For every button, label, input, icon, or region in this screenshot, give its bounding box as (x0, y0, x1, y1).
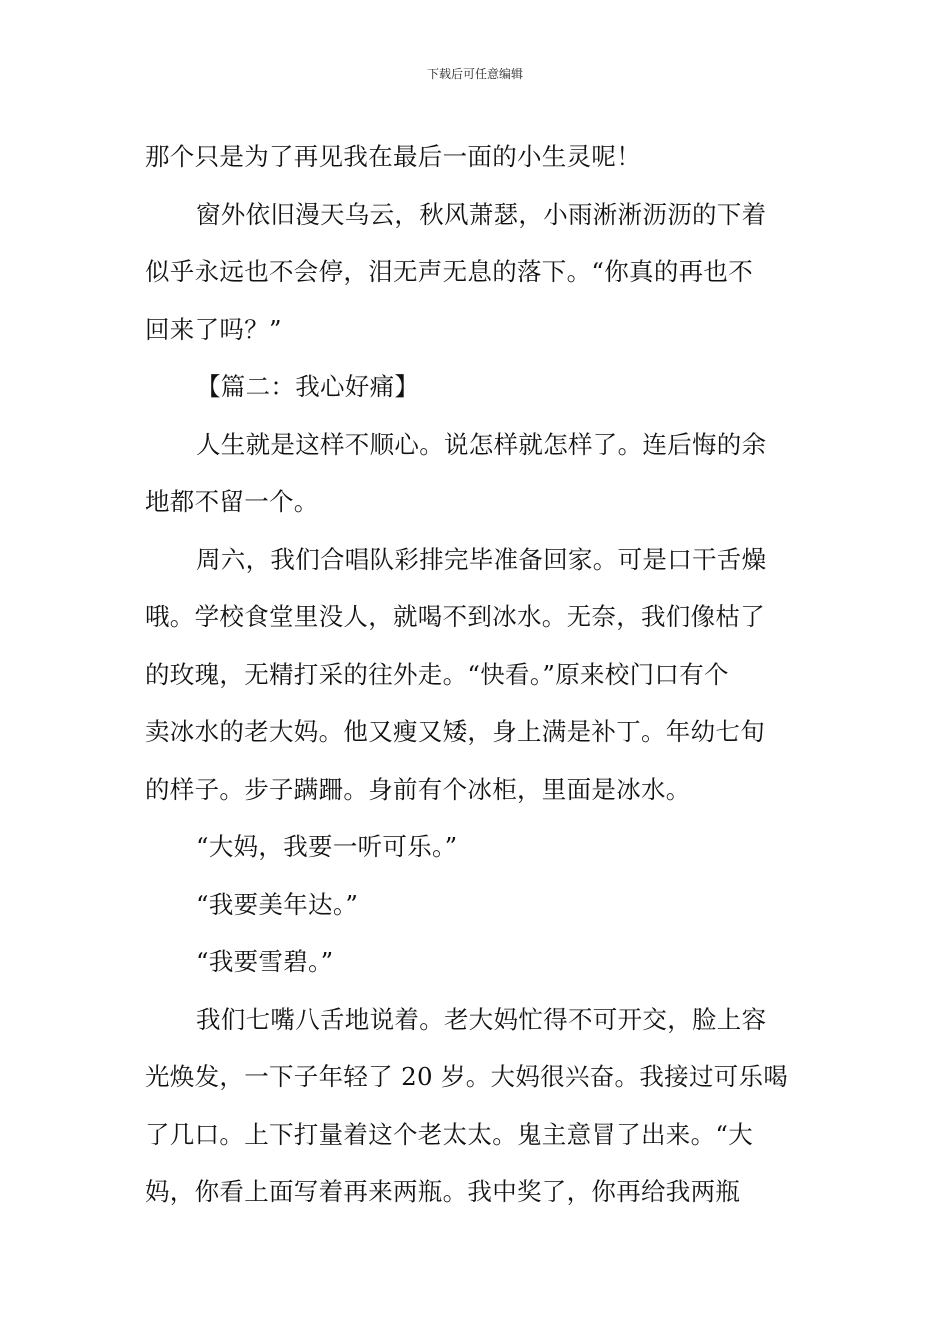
dialogue-line: “大妈，我要一听可乐。” (196, 832, 458, 861)
text-line: 我们七嘴八舌地说着。老大妈忙得不可开交，脸上容 (196, 1004, 767, 1034)
document-body (145, 128, 809, 1221)
text-line: 似乎永远也不会停，泪无声无息的落下。“你真的再也不 (145, 257, 754, 286)
text-line: 哦。学校食堂里没人，就喝不到冰水。无奈，我们像枯了 (145, 602, 765, 631)
text-line: 卖冰水的老大妈。他又瘦又矮，身上满是补丁。年幼七旬 (145, 717, 765, 746)
text-line: 的样子。步子蹒跚。身前有个冰柜，里面是冰水。 (145, 774, 691, 804)
text-line: 光焕发，一下子年轻了 20 岁。大妈很兴奋。我接过可乐喝 (145, 1062, 789, 1091)
section-heading: 【篇二：我心好痛】 (196, 372, 420, 401)
dialogue-line: “我要雪碧。” (196, 947, 334, 976)
text-line: 的玫瑰，无精打采的往外走。“快看。”原来校门口有个 (145, 659, 729, 689)
text-line: 那个只是为了再见我在最后一面的小生灵呢！ (145, 142, 641, 171)
text-line: 窗外依旧漫天乌云，秋风萧瑟，小雨淅淅沥沥的下着 (196, 199, 767, 229)
text-line: 周六，我们合唱队彩排完毕准备回家。可是口干舌燥 (196, 544, 767, 574)
page-header: 下载后可任意编辑 (426, 67, 523, 81)
text-line: 回来了吗？” (145, 314, 282, 344)
text-line: 人生就是这样不顺心。说怎样就怎样了。连后悔的余 (196, 429, 767, 459)
text-line: 地都不留一个。 (145, 487, 319, 516)
dialogue-line: “我要美年达。” (196, 889, 359, 919)
text-line: 了几口。上下打量着这个老太太。鬼主意冒了出来。“大 (145, 1119, 754, 1149)
text-line: 妈，你看上面写着再来两瓶。我中奖了，你再给我两瓶 (145, 1177, 741, 1206)
